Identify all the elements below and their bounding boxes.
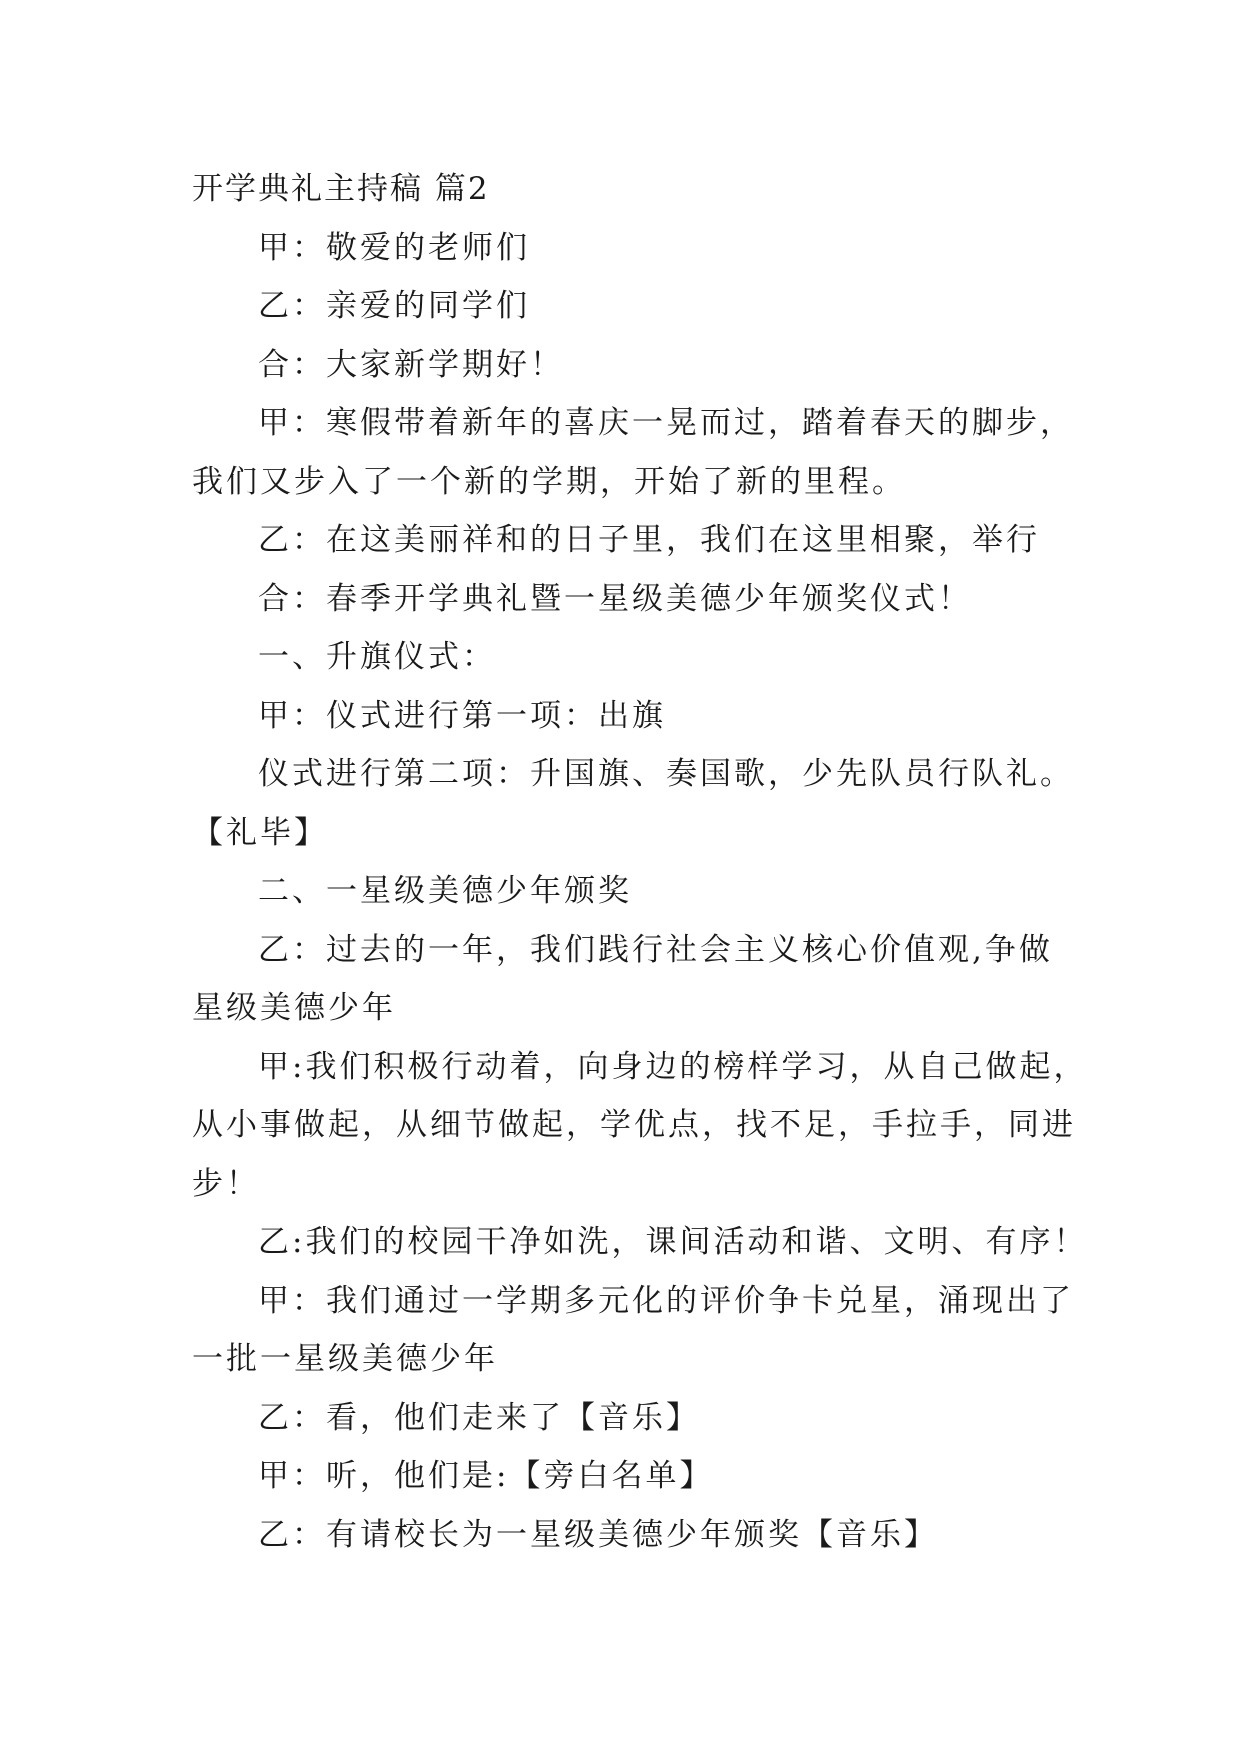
paragraph-line: 乙：有请校长为一星级美德少年颁奖【音乐】 [258,1516,938,1553]
paragraph-continuation-line: 从小事做起，从细节做起，学优点，找不足，手拉手，同进 [192,1107,1076,1143]
paragraph-line: 甲：寒假带着新年的喜庆一晃而过，踏着春天的脚步， [258,405,1074,441]
paragraph-line: 合：大家新学期好！ [258,346,564,383]
section-heading: 二、一星级美德少年颁奖 [258,873,632,909]
paragraph-continuation-line: 星级美德少年 [192,990,396,1026]
paragraph-line: 乙：亲爱的同学们 [258,288,530,324]
document-title: 开学典礼主持稿 篇2 [192,171,490,207]
paragraph-line: 仪式进行第二项：升国旗、奏国歌，少先队员行队礼。 [258,756,1074,792]
paragraph-line: 甲：听，他们是:【旁白名单】 [258,1458,714,1494]
paragraph-line: 甲：敬爱的老师们 [258,229,530,266]
paragraph-line: 乙：在这美丽祥和的日子里，我们在这里相聚，举行 [258,522,1040,558]
paragraph-line: 合：春季开学典礼暨一星级美德少年颁奖仪式！ [258,580,972,617]
paragraph-line: 甲:我们积极行动着，向身边的榜样学习，从自己做起， [258,1048,1088,1085]
paragraph-continuation-line: 步！ [192,1165,260,1202]
section-heading: 一、升旗仪式： [258,639,496,675]
paragraph-continuation-line: 一批一星级美德少年 [192,1341,498,1377]
paragraph-line: 乙：看，他们走来了【音乐】 [258,1399,700,1436]
paragraph-continuation-line: 【礼毕】 [192,814,328,851]
document-body [192,160,1088,1564]
paragraph-line: 乙:我们的校园干净如洗，课间活动和谐、文明、有序！ [258,1224,1088,1260]
paragraph-line: 甲：仪式进行第一项：出旗 [258,697,666,734]
paragraph-line: 乙：过去的一年，我们践行社会主义核心价值观,争做 [258,931,1053,968]
paragraph-continuation-line: 我们又步入了一个新的学期，开始了新的里程。 [192,463,906,500]
paragraph-line: 甲：我们通过一学期多元化的评价争卡兑星，涌现出了 [258,1282,1074,1319]
